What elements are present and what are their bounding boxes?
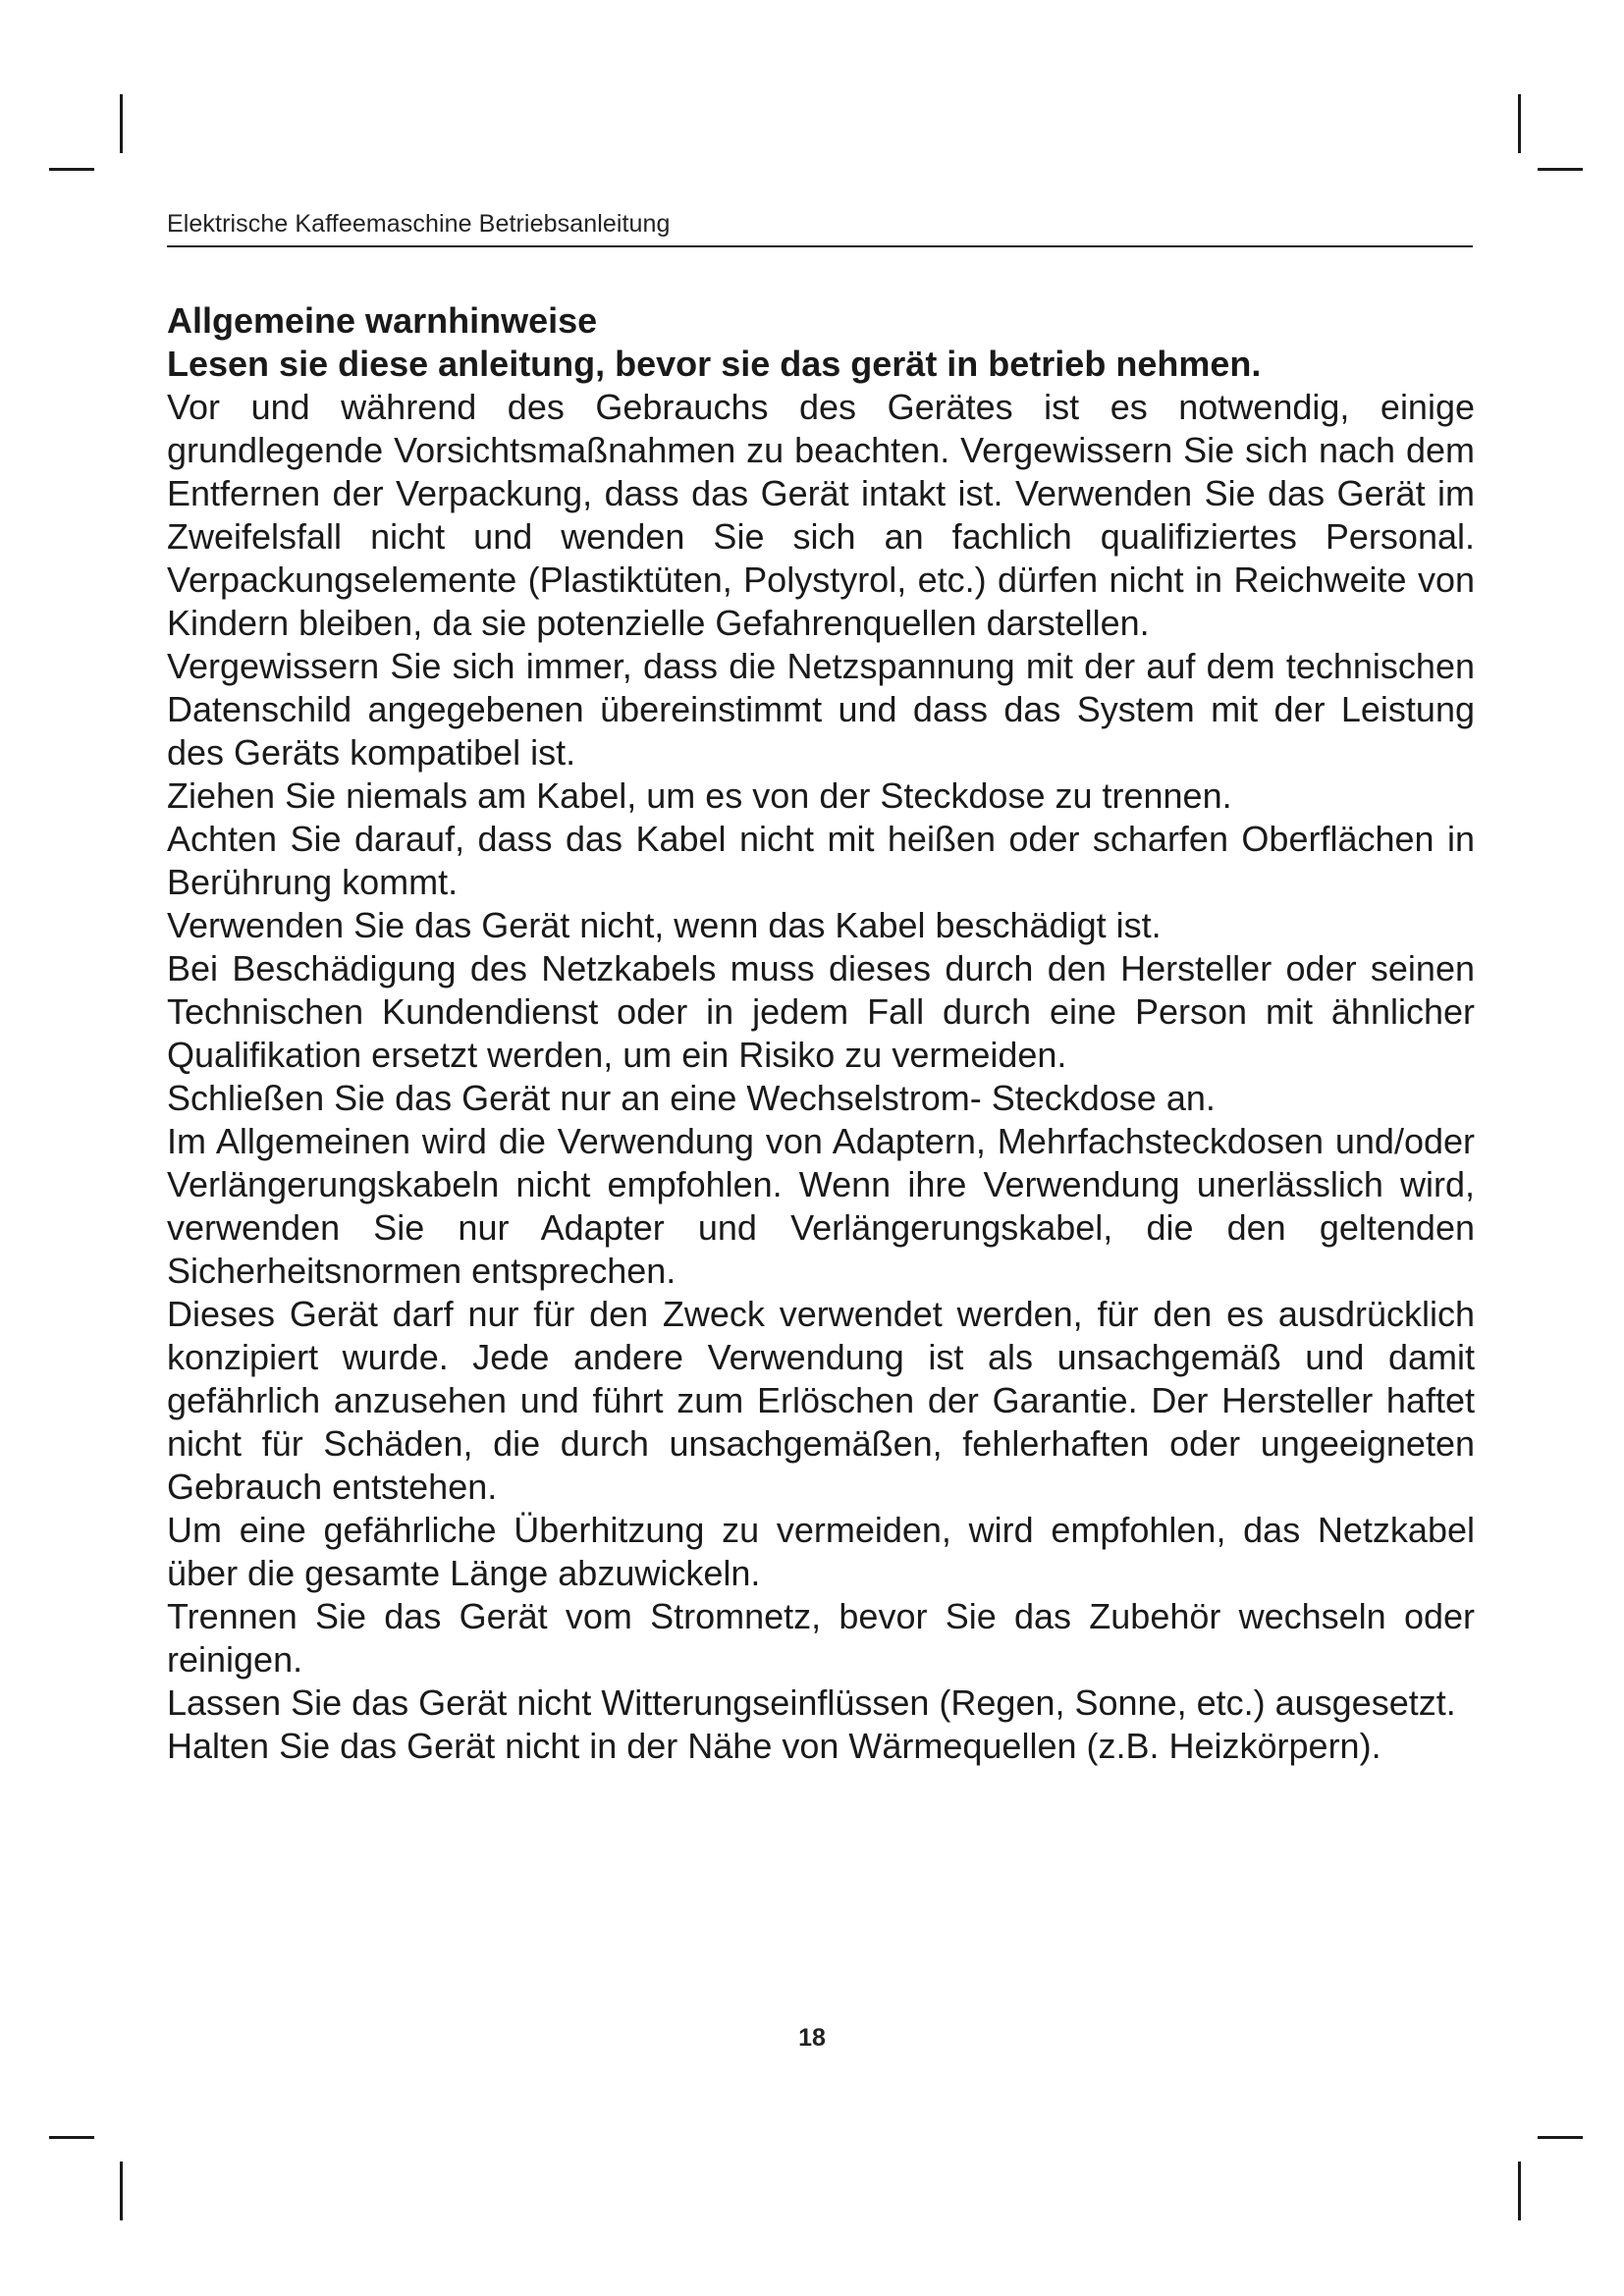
section-subtitle: Lesen sie diese anleitung, bevor sie das gerät in betrieb nehmen. <box>167 344 1262 384</box>
paragraph-damaged-cable: Verwenden Sie das Gerät nicht, wenn das Kabel beschädigt ist. <box>167 905 1162 945</box>
crop-mark-top-right-vertical <box>1518 94 1521 153</box>
header-divider <box>167 245 1473 247</box>
paragraph-heat-sources: Halten Sie das Gerät nicht in der Nähe von Wärmequellen (z.B. Heizkörpern). <box>167 1726 1381 1766</box>
paragraph-cable-pull: Ziehen Sie niemals am Kabel, um es von der Steckdose zu trennen. <box>167 775 1232 816</box>
paragraph-mains-voltage: Vergewissern Sie sich immer, dass die Netzspannung mit der auf dem technischen Datenschild angegebenen übereinstimmt und dass das System mit der Leistung des Geräts kompatibel ist. <box>167 646 1475 773</box>
crop-mark-bottom-left-vertical <box>120 2162 123 2220</box>
paragraph-disconnect: Trennen Sie das Gerät vom Stromnetz, bevor Sie das Zubehör wechseln oder reinigen. <box>167 1596 1475 1680</box>
paragraph-adapters: Im Allgemeinen wird die Verwendung von Adaptern, Mehrfachsteckdosen und/oder Verlängerungskabeln nicht empfohlen. Wenn ihre Verwendung unerlässlich wird, verwenden Sie nur Adapter und Verlängerungskabel, die den geltenden Sicherheitsnormen entsprechen. <box>167 1121 1475 1291</box>
section-title: Allgemeine warnhinweise <box>167 300 598 341</box>
paragraph-hot-surfaces: Achten Sie darauf, dass das Kabel nicht mit heißen oder scharfen Oberflächen in Berührung kommt. <box>167 819 1475 902</box>
crop-mark-bottom-left-horizontal <box>49 2136 94 2139</box>
paragraph-cable-replacement: Bei Beschädigung des Netzkabels muss dieses durch den Hersteller oder seinen Technischen Kundendienst oder in jedem Fall durch eine Person mit ähnlicher Qualifikation ersetzt werden, um ein Risiko zu vermeiden. <box>167 948 1475 1075</box>
running-header: Elektrische Kaffeemaschine Betriebsanleitung <box>167 210 671 238</box>
crop-mark-bottom-right-vertical <box>1518 2162 1521 2220</box>
crop-mark-top-left-horizontal <box>49 168 94 171</box>
crop-mark-bottom-right-horizontal <box>1538 2136 1583 2139</box>
paragraph-ac-socket: Schließen Sie das Gerät nur an eine Wechselstrom- Steckdose an. <box>167 1078 1216 1118</box>
paragraph-overheating: Um eine gefährliche Überhitzung zu vermeiden, wird empfohlen, das Netzkabel über die gesamte Länge abzuwickeln. <box>167 1510 1475 1593</box>
crop-mark-top-right-horizontal <box>1538 168 1583 171</box>
paragraph-general-precautions: Vor und während des Gebrauchs des Gerätes ist es notwendig, einige grundlegende Vorsichtsmaßnahmen zu beachten. Vergewissern Sie sich nach dem Entfernen der Verpackung, dass das Gerät intakt ist. Verwenden Sie das Gerät im Zweifelsfall nicht und wenden Sie sich an fachlich qualifiziertes Personal. Verpackungselemente (Plastiktüten, Polystyrol, etc.) dürfen nicht in Reichweite von Kindern bleiben, da sie potenzielle Gefahrenquellen darstellen. <box>167 387 1475 643</box>
paragraph-intended-use: Dieses Gerät darf nur für den Zweck verwendet werden, für den es ausdrücklich konzipiert wurde. Jede andere Verwendung ist als unsachgemäß und damit gefährlich anzusehen und führt zum Erlöschen der Garantie. Der Hersteller haftet nicht für Schäden, die durch unsachgemäßen, fehlerhaften oder ungeeigneten Gebrauch entstehen. <box>167 1294 1475 1507</box>
crop-mark-top-left-vertical <box>120 94 123 153</box>
page-content <box>167 299 1475 1768</box>
paragraph-weather: Lassen Sie das Gerät nicht Witterungseinflüssen (Regen, Sonne, etc.) ausgesetzt. <box>167 1682 1456 1723</box>
page-number: 18 <box>798 2024 826 2052</box>
